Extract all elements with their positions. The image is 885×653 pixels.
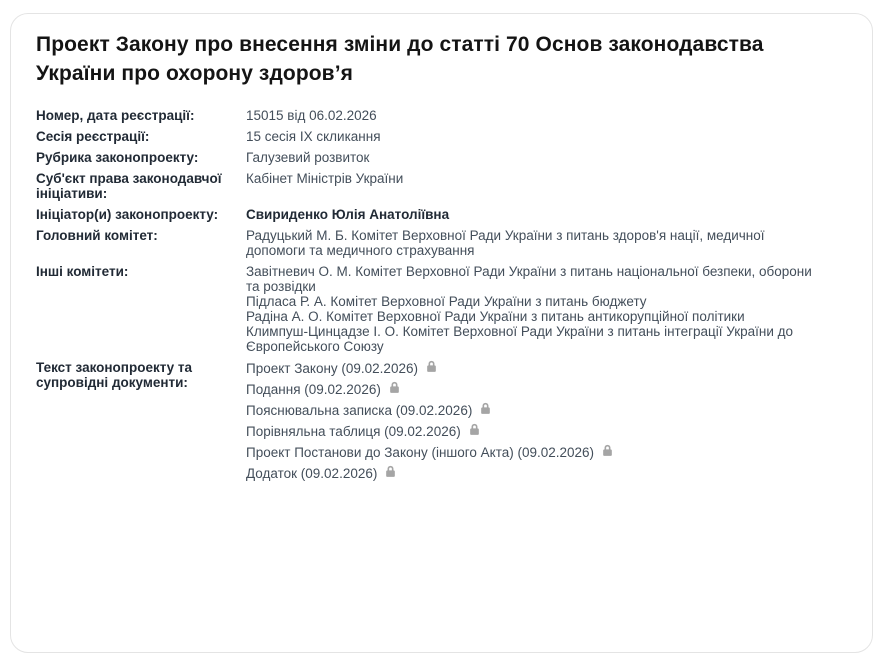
document-link[interactable] <box>246 381 821 397</box>
document-label: Проект Постанови до Закону (іншого Акта) (09.02.2026) <box>246 444 595 460</box>
field-row-registration-number <box>36 108 842 123</box>
field-row-other-committees <box>36 264 842 354</box>
bill-fields-table <box>36 108 842 486</box>
committee-line: Климпуш-Цинцадзе І. О. Комітет Верховної Ради України з питань інтеграції України до Європейського Союзу <box>246 324 794 354</box>
page-title: Проект Закону про внесення зміни до статті 70 Основ законодавства України про охорону здоров’я <box>36 33 764 85</box>
other-committees-list <box>246 264 821 354</box>
field-label: Сесія реєстрації: <box>36 129 150 144</box>
field-row-initiator <box>36 207 842 222</box>
field-label: Інші комітети: <box>36 264 129 279</box>
field-label: Головний комітет: <box>36 228 158 243</box>
field-value: Галузевий розвиток <box>246 150 370 165</box>
document-label: Проект Закону (09.02.2026) <box>246 360 418 376</box>
initiator-link[interactable]: Свириденко Юлія Анатоліївна <box>246 207 450 222</box>
field-value: Радуцький М. Б. Комітет Верховної Ради України з питань здоров'я нації, медичної допомоги та медичного страхування <box>246 228 765 258</box>
bill-details-card <box>10 13 873 653</box>
field-row-main-committee <box>36 228 842 258</box>
lock-icon <box>388 381 401 397</box>
lock-icon <box>384 465 397 481</box>
field-row-rubric <box>36 150 842 165</box>
committee-line: Підласа Р. А. Комітет Верховної Ради України з питань бюджету <box>246 294 647 309</box>
document-link[interactable] <box>246 444 821 460</box>
field-label: Номер, дата реєстрації: <box>36 108 195 123</box>
document-link[interactable] <box>246 360 821 376</box>
field-label: Суб'єкт права законодавчої ініціативи: <box>36 171 222 201</box>
document-label: Додаток (09.02.2026) <box>246 465 378 481</box>
documents-list <box>246 360 821 486</box>
lock-icon <box>601 444 614 460</box>
field-label: Рубрика законопроекту: <box>36 150 199 165</box>
document-link[interactable] <box>246 465 821 481</box>
field-row-documents <box>36 360 842 486</box>
lock-icon <box>468 423 481 439</box>
committee-line: Радіна А. О. Комітет Верховної Ради України з питань антикорупційної політики <box>246 309 745 324</box>
field-value: 15 сесія IX скликання <box>246 129 381 144</box>
field-row-session <box>36 129 842 144</box>
document-link[interactable] <box>246 402 821 418</box>
field-row-initiative-subject <box>36 171 842 201</box>
field-label: Текст законопроекту та супровідні документи: <box>36 360 193 390</box>
document-label: Порівняльна таблиця (09.02.2026) <box>246 423 461 439</box>
field-value: 15015 від 06.02.2026 <box>246 108 377 123</box>
lock-icon <box>479 402 492 418</box>
document-label: Подання (09.02.2026) <box>246 381 381 397</box>
lock-icon <box>425 360 438 376</box>
committee-line: Завітневич О. М. Комітет Верховної Ради України з питань національної безпеки, оборони та розвідки <box>246 264 812 294</box>
field-label: Ініціатор(и) законопроекту: <box>36 207 219 222</box>
field-value: Кабінет Міністрів України <box>246 171 404 186</box>
document-link[interactable] <box>246 423 821 439</box>
document-label: Пояснювальна записка (09.02.2026) <box>246 402 473 418</box>
